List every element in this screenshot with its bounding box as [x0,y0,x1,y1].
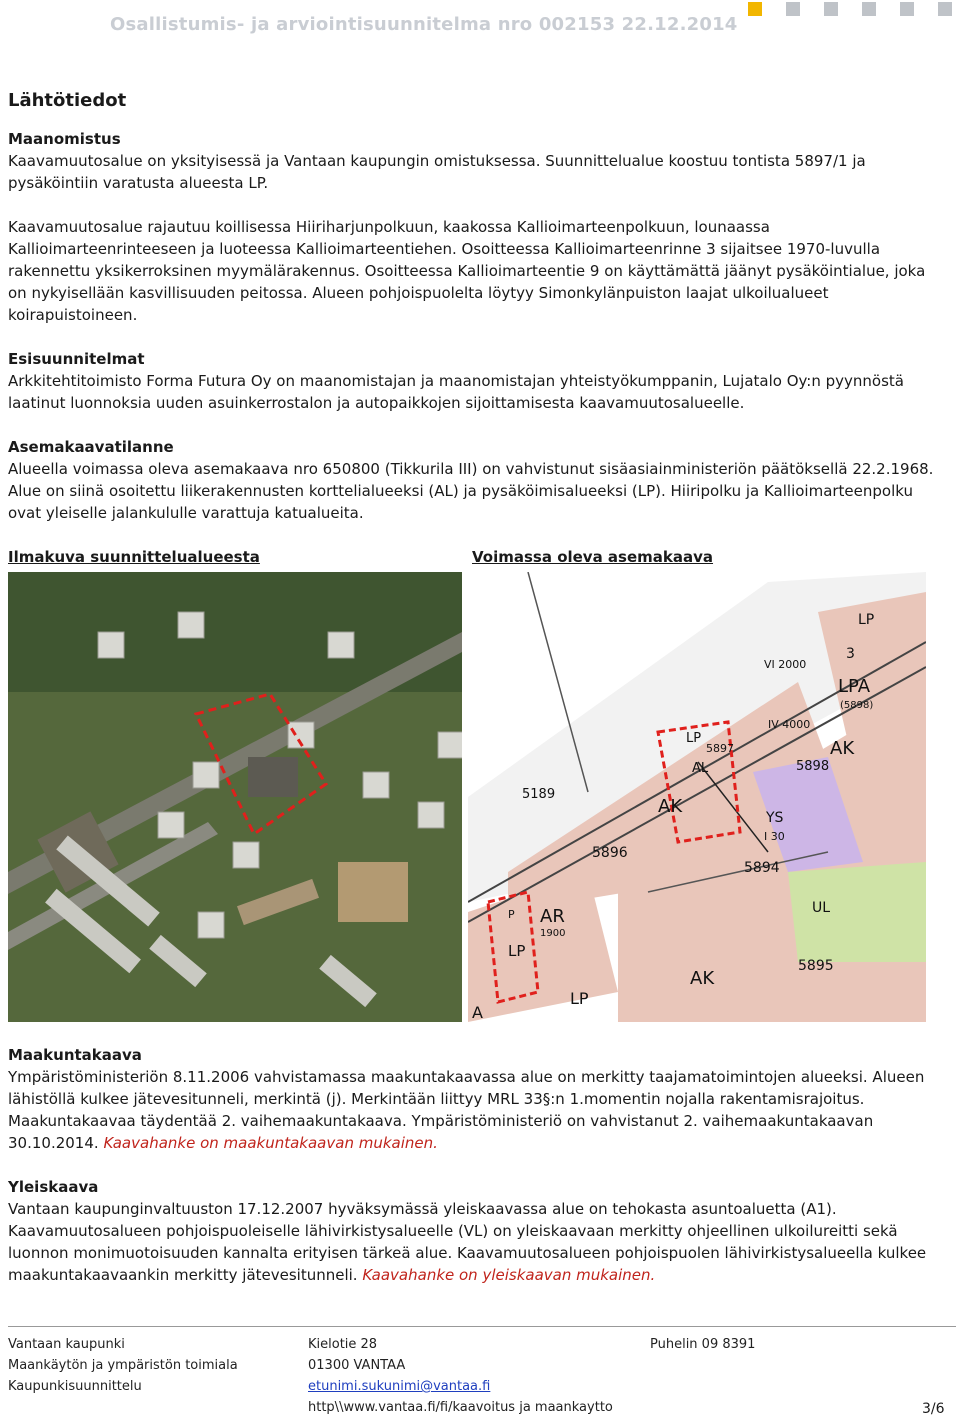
footer-phone-column [650,1334,755,1355]
maakuntakaava-heading: Maakuntakaava [8,1046,142,1064]
plan-label-lp-south: LP [508,942,526,960]
plan-label-lpa-number: (5898) [840,700,874,711]
section-title: Lähtötiedot [8,90,127,111]
plan-label-lp-site: LP [686,731,702,746]
logo-square-gray [900,2,914,16]
maakuntakaava-paragraph [8,1066,948,1154]
aerial-photo-illustration [8,572,462,1022]
maakuntakaava-text: Ympäristöministeriön 8.11.2006 vahvistamassa maakuntakaavassa alue on merkitty taajamatoimintojen alueeksi. Alueen lähistöllä kulkee jätevesitunneli, merkintä (j). Merkintään liittyy MRL 33§:n 1.momentin nojalla rakentamisrajoitus. Maakuntakaavaa täydentää 2. vaihemaakuntakaava. Ympäristöministeriö on vahvistanut 2. vaihemaakuntakaavan 30.10.2014. [8,1068,925,1152]
esisuunnitelmat-heading: Esisuunnitelmat [8,350,145,368]
yleiskaava-heading: Yleiskaava [8,1178,99,1196]
plan-label-vi2000: VI 2000 [764,658,807,671]
logo-square-gray [862,2,876,16]
footer-street: Kielotie 28 [308,1337,378,1352]
location-text: Kaavamuutosalue rajautuu koillisessa Hiiriharjunpolkuun, kaakossa Kallioimarteenpolkuun, lounaassa Kallioimarteenrinteeseen ja luoteessa Kallioimarteentiehen. Osoitteessa Kallioimarteenrinne 3 sijaitsee 1970-luvulla rakennettu yksikerroksinen myymälärakennus. Osoitteessa Kallioimarteentie 9 on käyttämättä jäänyt pysäköintialue, joka on nykyisellään kasvillisuuden peitossa. Alueen pohjoispuolelta löytyy Simonkylänpuiston laajat ulkoilualueet koirapuistoineen. [8,218,926,324]
plan-label-5894: 5894 [744,860,780,876]
footer-dept: Maankäytön ja ympäristön toimiala [8,1358,238,1373]
plan-label-5189: 5189 [522,787,556,802]
plan-label-5898: 5898 [796,759,830,774]
page-number: 3/6 [922,1401,945,1417]
plan-label-ak-south: AK [690,968,715,989]
footer-postal: 01300 VANTAA [308,1358,406,1373]
zoning-plan-illustration [468,572,926,1022]
esisuunnitelmat-text: Arkkitehtitoimisto Forma Futura Oy on maanomistajan ja maanomistajan yhteistyökumppanin, Lujatalo Oy:n pyynnöstä laatinut luonnoksia uuden asuinkerrostalon ja autopaikkojen sijoittamisesta kaavamuutosalueelle. [8,372,904,412]
logo-square-gray [824,2,838,16]
footer-divider [8,1326,956,1327]
plan-label-ak: AK [830,738,855,759]
plan-label-p: P [508,908,515,921]
plan-label-lp-bottom: LP [570,989,589,1008]
plan-label-ar: AR [540,906,565,927]
plan-label-ak-west: AK [658,796,683,817]
plan-label-5896: 5896 [592,845,628,861]
maanomistus-heading: Maanomistus [8,130,121,148]
zoning-plan-map [468,572,926,1022]
aerial-figure-title: Ilmakuva suunnittelualueesta [8,548,260,566]
plan-label-i30: I 30 [764,830,785,843]
logo-square-gray [786,2,800,16]
yleiskaava-paragraph [8,1198,948,1286]
logo-square-yellow [748,2,762,16]
plan-label-ul: UL [812,900,831,916]
document-body [8,88,948,1286]
plan-label-ys: YS [766,810,784,826]
plan-label-ar-1900: 1900 [540,928,566,939]
maanomistus-text: Kaavamuutosalue on yksityisessä ja Vantaan kaupungin omistuksessa. Suunnittelualue koostuu tontista 5897/1 ja pysäköintiin varatusta alueesta LP. [8,152,866,192]
yleiskaava-text: Vantaan kaupunginvaltuuston 17.12.2007 hyväksymässä yleiskaavassa alue on tehokasta asuntoaluetta (A1). Kaavamuutosalueen pohjoispuoleiselle lähivirkistysalueelle (VL) on yleiskaavaan merkitty ohjeellinen ulkoilureitti sekä luonnon monimuotoisuuden kannalta erityisen tärkeä alue. Kaavamuutosalueen pohjoispuolen lähivirkistysalueella kulkee maakuntakaavaankin merkitty jätevesitunneli. [8,1200,927,1284]
plan-label-iv4000: IV 4000 [768,718,811,731]
logo-square-gray [938,2,952,16]
footer-phone: Puhelin 09 8391 [650,1337,756,1352]
plan-label-lpa: LPA [838,676,871,697]
maakuntakaava-note: Kaavahanke on maakuntakaavan mukainen. [103,1134,438,1152]
document-header-title: Osallistumis- ja arviointisuunnitelma nro 002153 22.12.2014 [110,14,738,35]
aerial-photo [8,572,462,1022]
plan-label-5897: 5897 [706,742,734,755]
asemakaavatilanne-heading: Asemakaavatilanne [8,438,174,456]
asemakaavatilanne-text: Alueella voimassa oleva asemakaava nro 650800 (Tikkurila III) on vahvistunut sisäasiainministeriön päätöksellä 22.2.1968. Alue on siinä osoitettu liikerakennusten korttelialueeksi (AL) ja pysäköimisalueeksi (LP). Hiiripolku ja Kallioimarteenpolku ovat yleiselle jalankululle varattuja katualueita. [8,460,934,522]
plan-label-al: AL [692,761,709,776]
plan-label-lp: LP [858,612,875,628]
footer-org-column [8,1334,238,1397]
plan-label-lpa-block: 3 [846,646,855,662]
plan-label-5895: 5895 [798,958,834,974]
plan-figure-title: Voimassa oleva asemakaava [472,548,714,566]
footer-address-column [308,1334,613,1418]
footer-org: Vantaan kaupunki [8,1337,125,1352]
footer-unit: Kaupunkisuunnittelu [8,1379,142,1394]
plan-label-a: A [472,1003,483,1022]
yleiskaava-note: Kaavahanke on yleiskaavan mukainen. [362,1266,656,1284]
footer-web[interactable]: http\\www.vantaa.fi/fi/kaavoitus ja maankaytto [308,1400,613,1415]
figure-row [8,546,948,1022]
footer-email-link[interactable]: etunimi.sukunimi@vantaa.fi [308,1379,491,1394]
